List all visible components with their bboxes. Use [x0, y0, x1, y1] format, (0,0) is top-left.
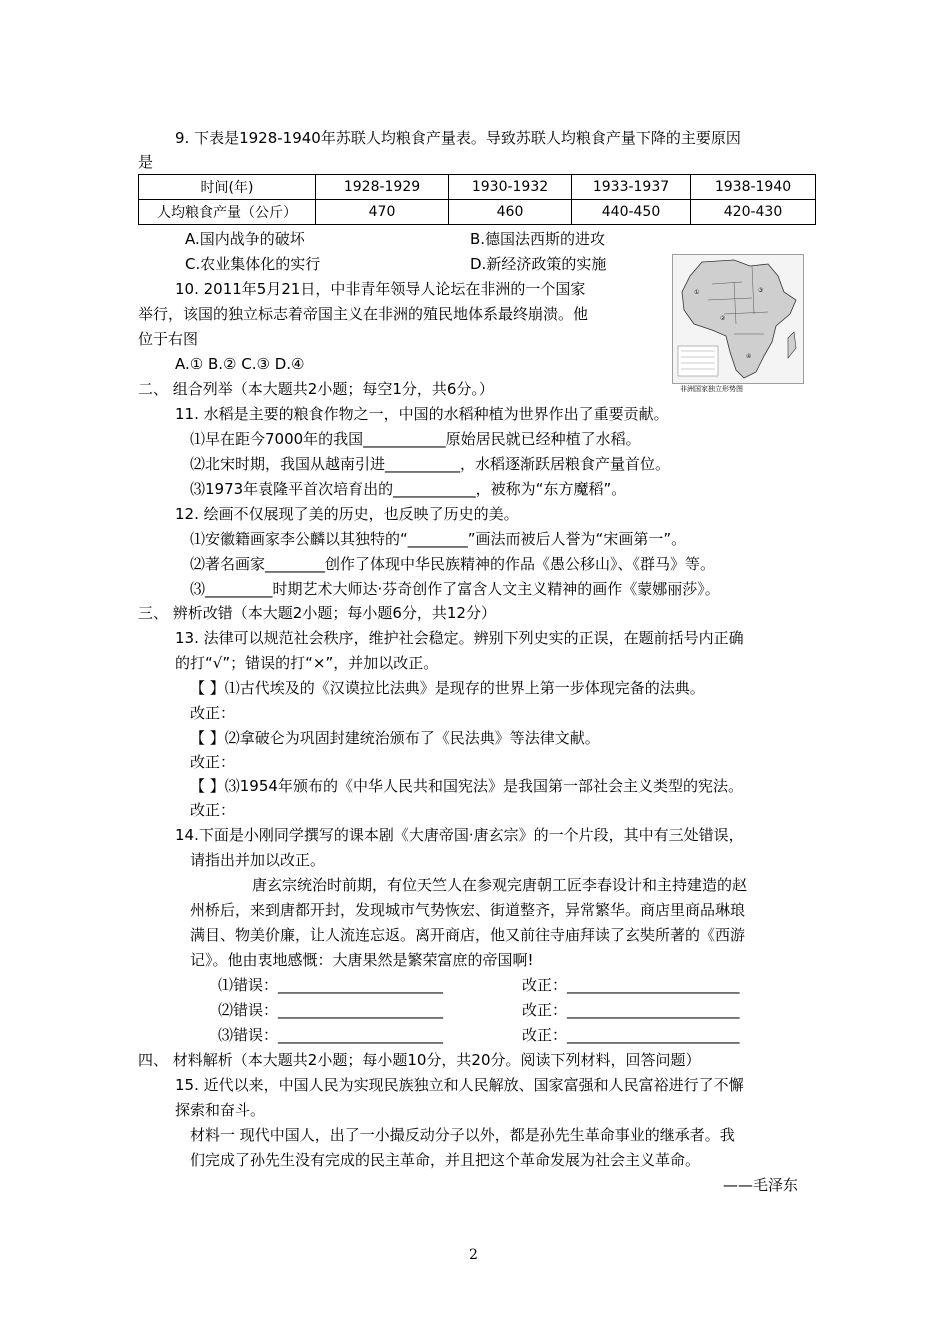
table-header-row [139, 175, 816, 200]
material-one-line2: 们完成了孙先生没有完成的民主革命，并且把这个革命发展为社会主义革命。 [190, 1151, 701, 1169]
q10-line3: 位于右图 [138, 330, 199, 348]
q9-option-b: B.德国法西斯的进攻 [470, 230, 606, 248]
q14-correction2: 改正：_______________________ [522, 1001, 740, 1019]
map-caption: 非洲国家独立形势图 [680, 385, 743, 393]
q13-fix2: 改正： [190, 753, 236, 771]
q9-stem-line1: 9. 下表是1928-1940年苏联人均粮食产量表。导致苏联人均粮食产量下降的主要原因 [175, 129, 741, 147]
q13-fix3: 改正： [190, 801, 236, 819]
q14-passage-line4: 记》。他由衷地感慨：大唐果然是繁荣富庶的帝国啊! [190, 951, 534, 969]
table-cell: 470 [316, 200, 449, 225]
q10-options: A.① B.② C.③ D.④ [175, 355, 305, 373]
africa-map [672, 254, 804, 396]
q10-line1: 10. 2011年5月21日，中非青年领导人论坛在非洲的一个国家 [175, 280, 586, 298]
q9-option-d: D.新经济政策的实施 [470, 255, 607, 273]
table-header-cell: 1938-1940 [691, 175, 816, 200]
q14-passage-line2: 州桥后，来到唐都开封，发现城市气势恢宏、街道整齐，异常繁华。商店里商品琳琅 [190, 901, 746, 919]
q12-item3: ⑶_________时期艺术大师达·芬奇创作了富含人文主义精神的画作《蒙娜丽莎》。 [190, 580, 720, 598]
svg-text:①: ① [694, 289, 700, 296]
q13-item3: 【 】⑶1954年颁布的《中华人民共和国宪法》是我国第一部社会主义类型的宪法。 [190, 777, 743, 795]
q14-error2: ⑵错误：______________________ [218, 1001, 444, 1019]
table-header-cell: 1930-1932 [449, 175, 572, 200]
q12-stem: 12. 绘画不仅展现了美的历史，也反映了历史的美。 [175, 505, 519, 523]
table-cell: 460 [449, 200, 572, 225]
q9-stem-line2: 是 [138, 153, 154, 171]
q14-stem-line1: 14.下面是小刚同学撰写的课本剧《大唐帝国·唐玄宗》的一个片段，其中有三处错误， [175, 826, 744, 844]
svg-text:④: ④ [746, 353, 752, 360]
grain-output-table [138, 174, 816, 225]
table-header-cell: 1933-1937 [572, 175, 691, 200]
q11-item3: ⑶1973年袁隆平首次培育出的___________，被称为“东方魔稻”。 [190, 480, 627, 498]
africa-map-image [672, 254, 804, 384]
q9-option-c: C.农业集体化的实行 [185, 255, 321, 273]
q15-stem-line1: 15. 近代以来，中国人民为实现民族独立和人民解放、国家富强和人民富裕进行了不懈 [175, 1076, 744, 1094]
section-three-heading: 三、 辨析改错（本大题2小题；每小题6分，共12分） [138, 604, 496, 622]
material-one-line1: 材料一 现代中国人，出了一小撮反动分子以外，都是孙先生革命事业的继承者。我 [190, 1126, 735, 1144]
svg-text:②: ② [720, 315, 726, 322]
section-four-heading: 四、 材料解析（本大题共2小题；每小题10分，共20分。阅读下列材料，回答问题） [138, 1051, 701, 1069]
q13-stem-line1: 13. 法律可以规范社会秩序，维护社会稳定。辨别下列史实的正误，在题前括号内正确 [175, 629, 744, 647]
q10-line2: 举行，该国的独立标志着帝国主义在非洲的殖民地体系最终崩溃。他 [138, 305, 589, 323]
q13-fix1: 改正： [190, 704, 236, 722]
q13-item2: 【 】⑵拿破仑为巩固封建统治颁布了《民法典》等法律文献。 [190, 729, 600, 747]
q11-stem: 11. 水稻是主要的粮食作物之一，中国的水稻种植为世界作出了重要贡献。 [175, 405, 669, 423]
q12-item2: ⑵著名画家________创作了体现中华民族精神的作品《愚公移山》、《群马》等。 [190, 555, 716, 573]
table-header-cell: 时间(年) [139, 175, 316, 200]
section-two-heading: 二、 组合列举（本大题共2小题；每空1分，共6分。） [138, 380, 494, 398]
table-cell: 420-430 [691, 200, 816, 225]
q14-correction3: 改正：_______________________ [522, 1026, 740, 1044]
q11-item2: ⑵北宋时期，我国从越南引进__________，水稻逐渐跃居粮食产量首位。 [190, 455, 671, 473]
page-number: 2 [469, 1247, 478, 1263]
table-header-cell: 1928-1929 [316, 175, 449, 200]
table-cell: 人均粮食产量（公斤） [139, 200, 316, 225]
material-one-source: ——毛泽东 [723, 1176, 799, 1194]
q14-correction1: 改正：_______________________ [522, 976, 740, 994]
q11-item1: ⑴早在距今7000年的我国___________原始居民就已经种植了水稻。 [190, 430, 641, 448]
q15-stem-line2: 探索和奋斗。 [175, 1101, 266, 1119]
q14-error3: ⑶错误：______________________ [218, 1026, 444, 1044]
q14-stem-line2: 请指出并加以改正。 [190, 851, 326, 869]
q14-error1: ⑴错误：______________________ [218, 976, 444, 994]
q9-option-a: A.国内战争的破坏 [185, 230, 305, 248]
svg-text:③: ③ [758, 287, 764, 294]
q13-stem-line2: 的打“√”；错误的打“×”，并加以改正。 [175, 654, 439, 672]
q12-item1: ⑴安徽籍画家李公麟以其独特的“________”画法而被后人誉为“宋画第一”。 [190, 530, 687, 548]
table-row [139, 200, 816, 225]
q13-item1: 【 】⑴古代埃及的《汉谟拉比法典》是现存的世界上第一步体现完备的法典。 [190, 679, 705, 697]
q14-passage-line3: 满目、物美价廉，让人流连忘返。离开商店，他又前往寺庙拜读了玄奘所著的《西游 [190, 926, 746, 944]
q14-passage-line1: 唐玄宗统治时前期，有位天竺人在参观完唐朝工匠李春设计和主持建造的赵 [252, 876, 748, 894]
table-cell: 440-450 [572, 200, 691, 225]
